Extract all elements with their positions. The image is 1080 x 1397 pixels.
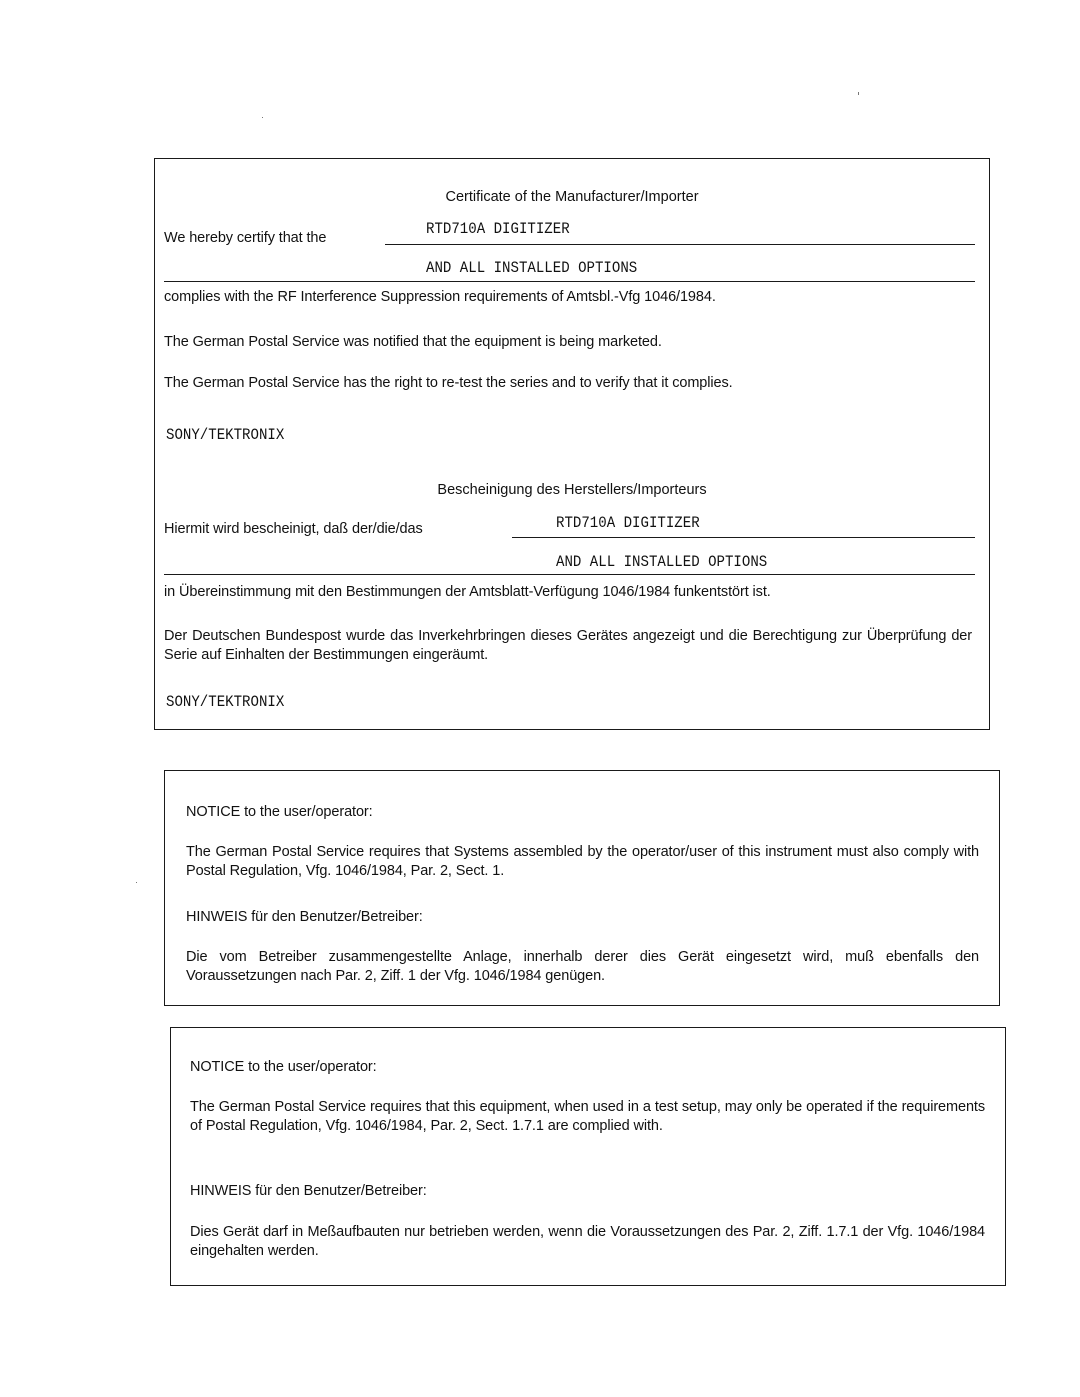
notified-statement-en: The German Postal Service was notified that the equipment is being marketed. [164, 334, 662, 350]
scan-speck [262, 117, 263, 118]
product-options-en: AND ALL INSTALLED OPTIONS [426, 259, 638, 277]
product-name-en: RTD710A DIGITIZER [426, 220, 570, 238]
notice-heading-de: HINWEIS für den Benutzer/Betreiber: [190, 1183, 427, 1199]
certify-prefix-en: We hereby certify that the [164, 230, 327, 246]
product-name-de: RTD710A DIGITIZER [556, 514, 700, 532]
notice-heading-de: HINWEIS für den Benutzer/Betreiber: [186, 909, 423, 925]
product-underline-de-1 [512, 537, 975, 538]
certificate-title-de: Bescheinigung des Herstellers/Importeurs [437, 482, 707, 498]
product-underline-en-1 [385, 244, 975, 245]
product-underline-en-2 [164, 281, 975, 282]
retest-statement-en: The German Postal Service has the right to re-test the series and to verify that it complies. [164, 375, 733, 391]
compliance-statement-en: complies with the RF Interference Suppression requirements of Amtsbl.-Vfg 1046/1984. [164, 289, 716, 305]
notice-body-de: Die vom Betreiber zusammengestellte Anlage, innerhalb derer dies Gerät eingesetzt wird, muß ebenfalls den Voraussetzungen nach Par. 2, Ziff. 1 der Vfg. 1046/1984 genügen. [186, 949, 979, 984]
certify-prefix-de: Hiermit wird bescheinigt, daß der/die/das [164, 521, 423, 537]
notice-body-en: The German Postal Service requires that this equipment, when used in a test setup, may only be operated if the requirements of Postal Regulation, Vfg. 1046/1984, Par. 2, Sect. 1.7.1 are complied with. [190, 1099, 985, 1134]
certificate-title-en: Certificate of the Manufacturer/Importer [445, 189, 699, 205]
notice-heading-en: NOTICE to the user/operator: [186, 804, 373, 820]
compliance-statement-de: in Übereinstimmung mit den Bestimmungen der Amtsblatt-Verfügung 1046/1984 funkentstört ist. [164, 584, 771, 600]
notice-body-de: Dies Gerät darf in Meßaufbauten nur betrieben werden, wenn die Voraussetzungen des Par. 2, Ziff. 1.7.1 der Vfg. 1046/1984 eingehalten werden. [190, 1224, 985, 1259]
scan-speck [136, 882, 137, 883]
notice-heading-en: NOTICE to the user/operator: [190, 1059, 377, 1075]
signatory-en: SONY/TEKTRONIX [166, 426, 285, 444]
signatory-de: SONY/TEKTRONIX [166, 693, 285, 711]
bundespost-statement-de: Der Deutschen Bundespost wurde das Inverkehrbringen dieses Gerätes angezeigt und die Berechtigung zur Überprüfung der Serie auf Einhalten der Bestimmungen eingeräumt. [164, 628, 972, 663]
product-options-de: AND ALL INSTALLED OPTIONS [556, 553, 768, 571]
notice-body-en: The German Postal Service requires that Systems assembled by the operator/user of this instrument must also comply with Postal Regulation, Vfg. 1046/1984, Par. 2, Sect. 1. [186, 844, 979, 879]
scan-speck [858, 92, 859, 95]
product-underline-de-2 [164, 574, 975, 575]
